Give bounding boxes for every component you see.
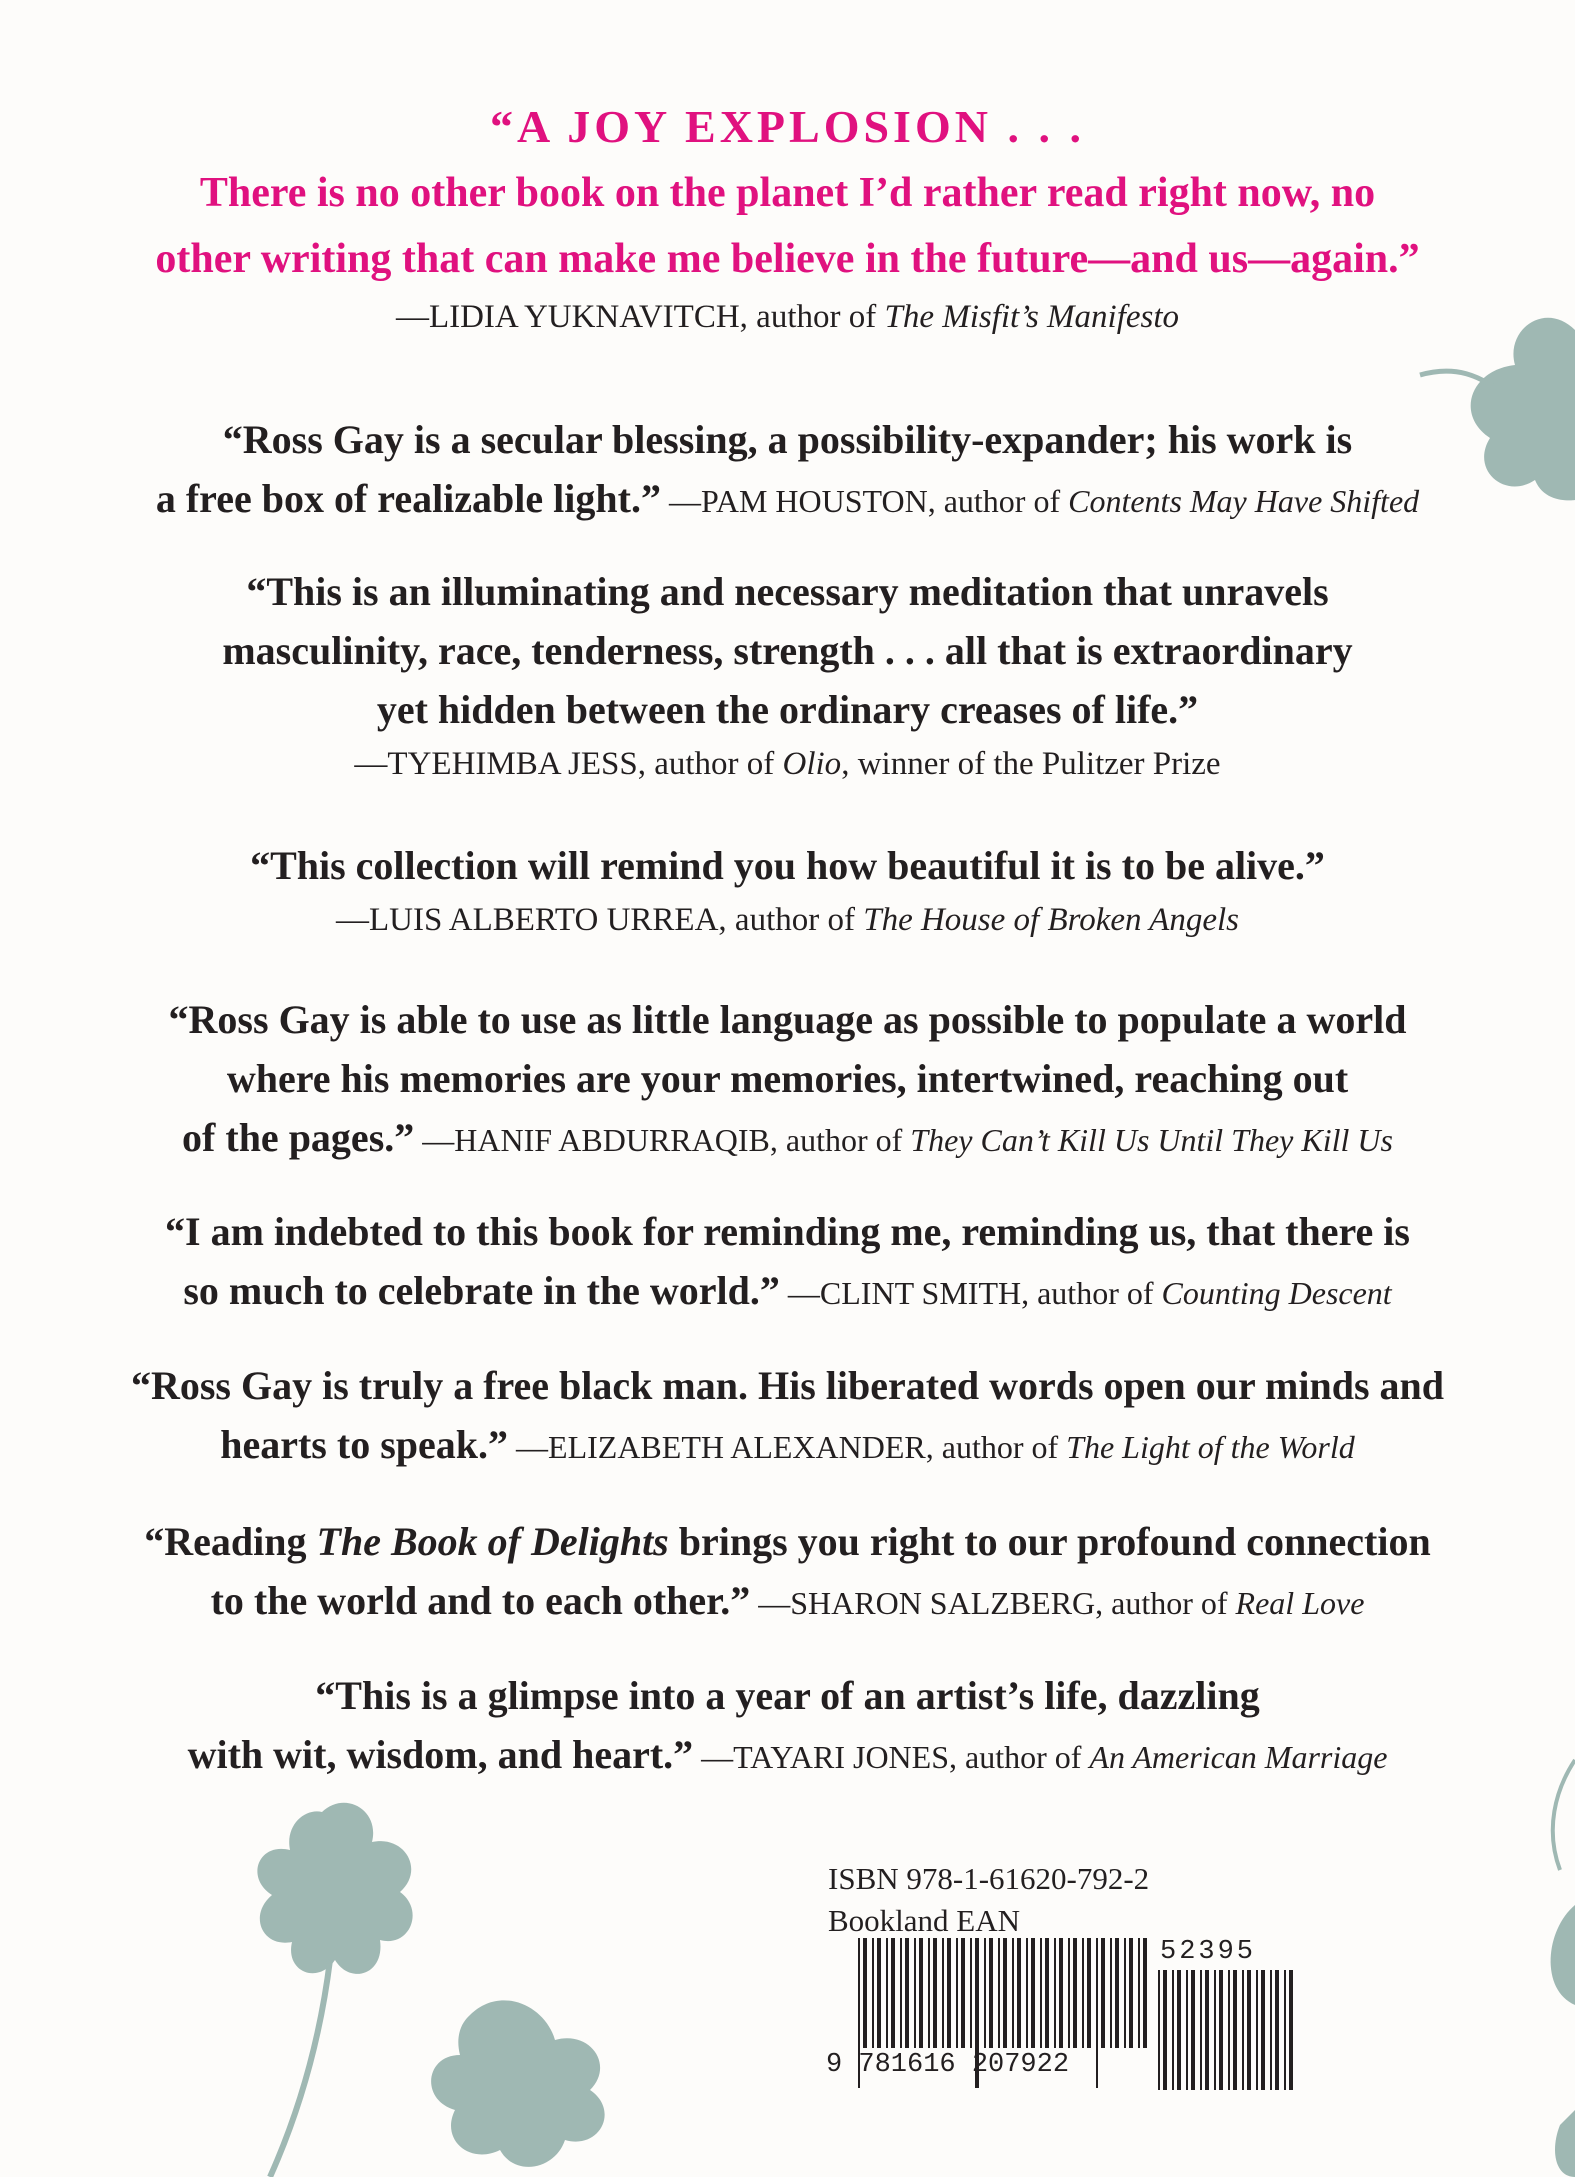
blurb-line: to the world and to each other.” —SHARON SALZBERG, author of Real Love	[210, 1578, 1365, 1623]
blurb-line: “I am indebted to this book for reminding me, reminding us, that there is	[165, 1209, 1410, 1254]
barcode-bar	[1059, 1938, 1063, 2048]
barcode-bar	[1275, 1970, 1279, 2090]
barcode-bar	[1200, 1970, 1202, 2090]
blurb-line: where his memories are your memories, intertwined, reaching out	[226, 1056, 1349, 1101]
blurb-line: masculinity, race, tenderness, strength . . . all that is extraordinary	[222, 628, 1353, 673]
barcode-bar	[1191, 1970, 1195, 2090]
barcode-bar	[942, 1938, 944, 2048]
barcode-bar	[1040, 1938, 1042, 2048]
blurb-alexander	[0, 1356, 1575, 1477]
barcode-bar	[1247, 1970, 1251, 2090]
barcode-bar	[961, 1938, 965, 2048]
barcode-bar	[1219, 1970, 1223, 2090]
barcode-bar	[1284, 1970, 1286, 2090]
barcode-bar	[1068, 1938, 1070, 2048]
barcode-bar	[998, 1938, 1000, 2048]
blurb-abdurraqib	[0, 990, 1575, 1170]
barcode-bar	[900, 1938, 902, 2048]
barcode-bar	[872, 1938, 874, 2048]
ean-digits: 9 781616 207922	[826, 2050, 1070, 2080]
barcode-bar	[1172, 1970, 1174, 2090]
blurb-line: “This is a glimpse into a year of an artist’s life, dazzling	[315, 1673, 1260, 1718]
barcode-bar	[933, 1938, 937, 2048]
barcode-bar	[1087, 1938, 1091, 2048]
bookland-ean-label: Bookland EAN	[828, 1903, 1021, 1938]
blurb-source: —LUIS ALBERTO URREA, author of The House of Broken Angels	[335, 902, 1239, 938]
barcode-bar	[989, 1938, 993, 2048]
blurb-line: “This collection will remind you how beautiful it is to be alive.”	[250, 843, 1325, 888]
barcode-bar	[984, 1938, 986, 2048]
barcode-bar	[1214, 1970, 1216, 2090]
isbn-block	[828, 1858, 1149, 1942]
barcode-bar	[1003, 1938, 1007, 2048]
blurb-houston	[0, 410, 1575, 531]
barcode-bar	[1205, 1970, 1209, 2090]
barcode-bar	[956, 1938, 958, 2048]
headline-quote-line: other writing that can make me believe in the future—and us—again.”	[155, 236, 1420, 282]
blurb-line: so much to celebrate in the world.” —CLINT SMITH, author of Counting Descent	[183, 1268, 1392, 1313]
barcode-bar	[1082, 1938, 1084, 2048]
blurb-source: —TYEHIMBA JESS, author of Olio, winner of the Pulitzer Prize	[354, 746, 1221, 782]
barcode-bar	[919, 1938, 923, 2048]
barcode-bar	[928, 1938, 930, 2048]
blurb-line: “Ross Gay is a secular blessing, a possibility-expander; his work is	[222, 417, 1353, 462]
barcode-bar	[970, 1938, 972, 2048]
barcode-bar	[1143, 1938, 1147, 2048]
barcode-bar	[1261, 1970, 1265, 2090]
barcode-bar	[1186, 1970, 1188, 2090]
blurb-line: a free box of realizable light.” —PAM HOUSTON, author of Contents May Have Shifted	[155, 476, 1420, 521]
blurb-line: “This is an illuminating and necessary meditation that unravels	[246, 569, 1329, 614]
headline-quote-line: There is no other book on the planet I’d rather read right now, no	[199, 170, 1376, 216]
barcode-bar	[1163, 1970, 1167, 2090]
blurb-jones	[0, 1666, 1575, 1787]
barcode-bar	[1017, 1938, 1021, 2048]
barcode-bar	[1233, 1970, 1237, 2090]
blurb-line: “Ross Gay is able to use as little language as possible to populate a world	[168, 997, 1407, 1042]
barcode-bar	[947, 1938, 951, 2048]
blurb-line: hearts to speak.” —ELIZABETH ALEXANDER, author of The Light of the World	[220, 1422, 1355, 1467]
blurb-line: with wit, wisdom, and heart.” —TAYARI JONES, author of An American Marriage	[187, 1732, 1388, 1777]
barcode-bar	[1045, 1938, 1049, 2048]
barcode-bar	[1101, 1938, 1105, 2048]
barcode-bar	[1096, 1938, 1098, 2088]
barcode-bar	[1138, 1938, 1140, 2048]
isbn-number: ISBN 978-1-61620-792-2	[828, 1861, 1150, 1896]
barcode-bar	[877, 1938, 881, 2048]
blurb-smith	[0, 1202, 1575, 1323]
blurb-line: of the pages.” —HANIF ABDURRAQIB, author of They Can’t Kill Us Until They Kill Us	[182, 1115, 1393, 1160]
barcode-bar	[1110, 1938, 1112, 2048]
barcode-bar	[1177, 1970, 1181, 2090]
blurb-salzberg	[0, 1512, 1575, 1633]
blurb-jess	[0, 562, 1575, 789]
barcode-bar	[1270, 1970, 1272, 2090]
barcode-bar	[1256, 1970, 1258, 2090]
addon-barcode	[1158, 1970, 1298, 2090]
barcode-bar	[1242, 1970, 1244, 2090]
barcode-bar	[1129, 1938, 1133, 2048]
barcode-bar	[1158, 1970, 1160, 2090]
headline-source: —LIDIA YUKNAVITCH, author of The Misfit’s Manifesto	[395, 299, 1180, 335]
blurb-line: “Ross Gay is truly a free black man. His liberated words open our minds and	[130, 1363, 1445, 1408]
headline-exclaim: “A JOY EXPLOSION . . .	[490, 101, 1085, 152]
barcode-bar	[1228, 1970, 1230, 2090]
blurb-line: yet hidden between the ordinary creases of life.”	[376, 687, 1199, 732]
addon-digits: 52395	[1160, 1937, 1257, 1967]
barcode-bar	[1054, 1938, 1056, 2048]
barcode-bar	[1124, 1938, 1126, 2048]
blurb-line: “Reading The Book of Delights brings you right to our profound connection	[144, 1519, 1431, 1564]
barcode-bar	[1012, 1938, 1014, 2048]
barcode-bar	[1026, 1938, 1028, 2048]
barcode-bar	[886, 1938, 888, 2048]
barcode-bar	[1115, 1938, 1119, 2048]
barcode-bar	[905, 1938, 909, 2048]
barcode-bar	[863, 1938, 867, 2048]
barcode-bar	[1031, 1938, 1035, 2048]
barcode-bar	[891, 1938, 895, 2048]
headline-quote	[0, 94, 1575, 342]
blurb-urrea	[0, 836, 1575, 945]
barcode-bar	[914, 1938, 916, 2048]
barcode-bar	[1073, 1938, 1077, 2048]
barcode-bar	[1289, 1970, 1293, 2090]
